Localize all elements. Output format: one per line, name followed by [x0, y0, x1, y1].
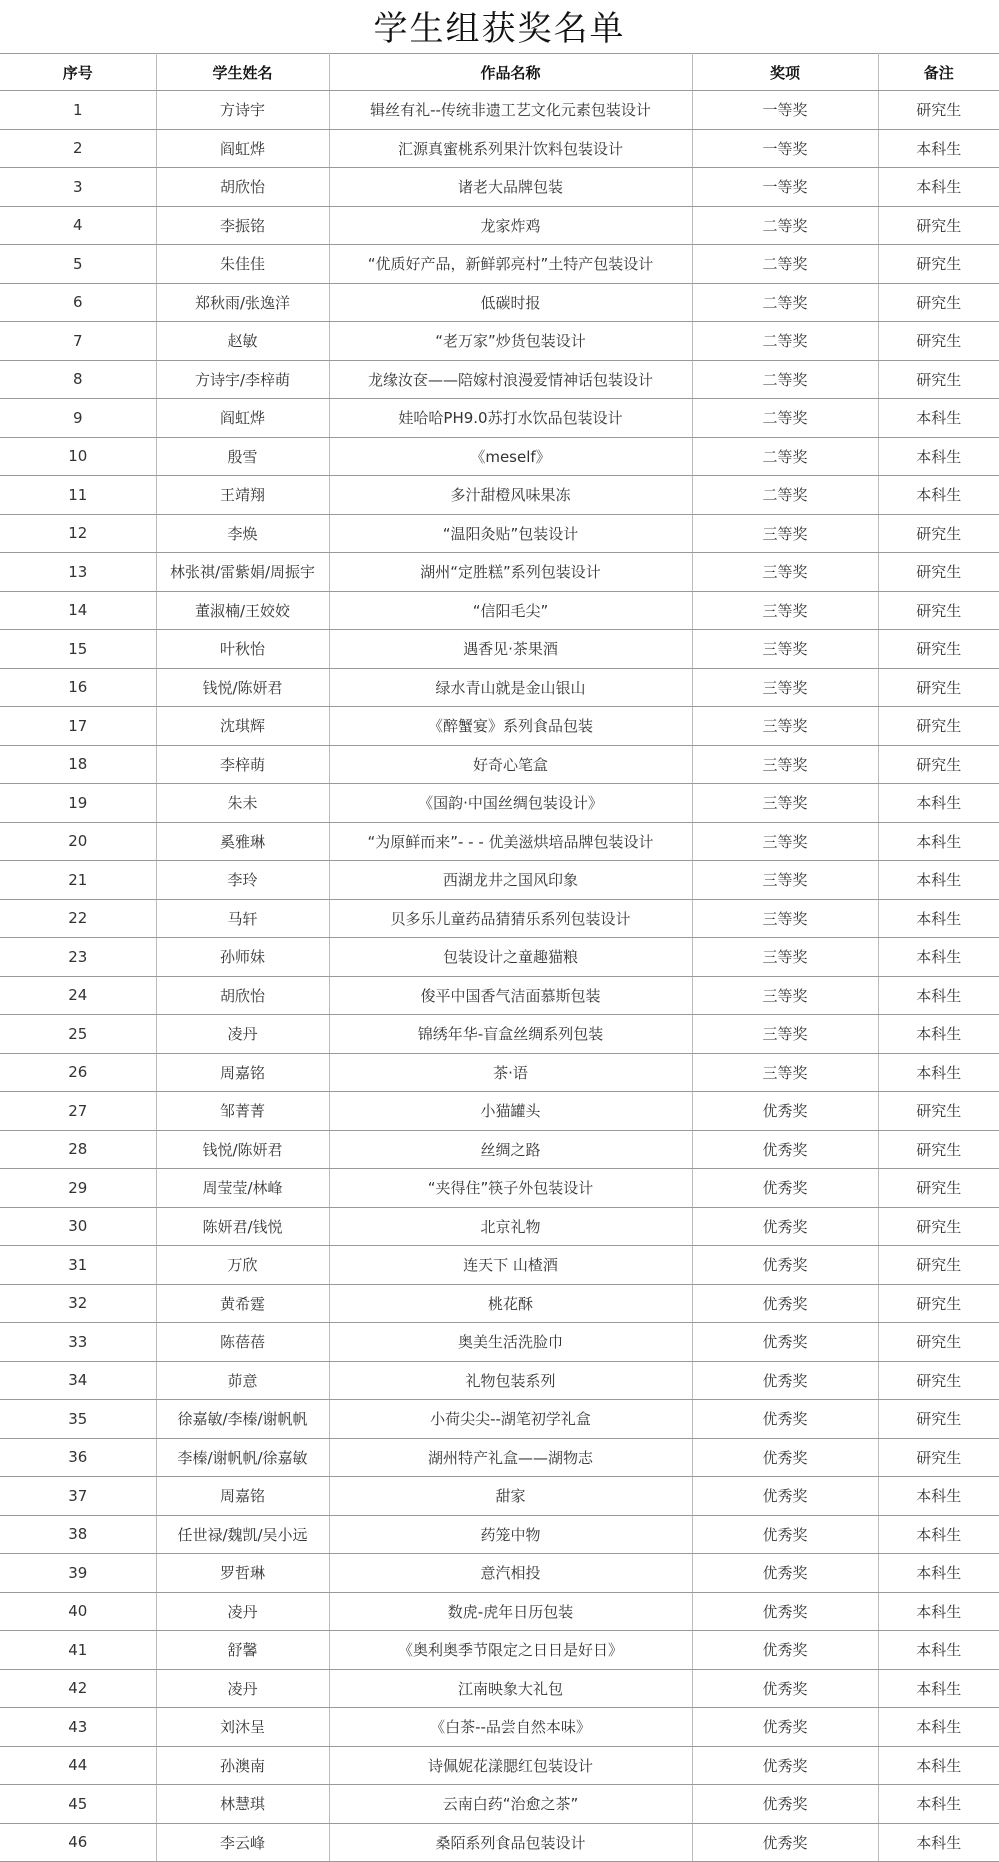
- table-row: [0, 899, 999, 938]
- cell-index: 9: [0, 399, 156, 438]
- cell-work-title: 低碳时报: [329, 283, 692, 322]
- cell-note: 研究生: [878, 630, 999, 669]
- table-row: [0, 322, 999, 361]
- cell-work-title: 汇源真蜜桃系列果汁饮料包装设计: [329, 129, 692, 168]
- table-row: [0, 1631, 999, 1670]
- cell-award: 优秀奖: [692, 1130, 878, 1169]
- cell-award: 二等奖: [692, 437, 878, 476]
- cell-award: 二等奖: [692, 476, 878, 515]
- cell-index: 10: [0, 437, 156, 476]
- cell-note: 本科生: [878, 1708, 999, 1747]
- cell-work-title: 桑陌系列食品包装设计: [329, 1823, 692, 1862]
- table-row: [0, 129, 999, 168]
- cell-work-title: “为原鲜而来”- - - 优美滋烘培品牌包装设计: [329, 822, 692, 861]
- cell-award: 优秀奖: [692, 1438, 878, 1477]
- table-row: [0, 553, 999, 592]
- cell-index: 34: [0, 1361, 156, 1400]
- cell-student-name: 万欣: [156, 1246, 329, 1285]
- cell-work-title: “温阳灸贴”包装设计: [329, 514, 692, 553]
- cell-student-name: 林慧琪: [156, 1785, 329, 1824]
- cell-note: 本科生: [878, 1515, 999, 1554]
- cell-index: 16: [0, 668, 156, 707]
- cell-award: 三等奖: [692, 784, 878, 823]
- cell-index: 5: [0, 245, 156, 284]
- cell-index: 44: [0, 1746, 156, 1785]
- cell-index: 22: [0, 899, 156, 938]
- cell-award: 一等奖: [692, 129, 878, 168]
- table-row: [0, 1053, 999, 1092]
- cell-note: 本科生: [878, 1053, 999, 1092]
- cell-award: 优秀奖: [692, 1708, 878, 1747]
- cell-student-name: 胡欣怡: [156, 168, 329, 207]
- cell-student-name: 凌丹: [156, 1015, 329, 1054]
- cell-index: 2: [0, 129, 156, 168]
- cell-index: 23: [0, 938, 156, 977]
- cell-index: 40: [0, 1592, 156, 1631]
- table-row: [0, 1323, 999, 1362]
- cell-index: 42: [0, 1669, 156, 1708]
- cell-student-name: 李云峰: [156, 1823, 329, 1862]
- cell-student-name: 周莹莹/林峰: [156, 1169, 329, 1208]
- cell-index: 26: [0, 1053, 156, 1092]
- cell-work-title: 娃哈哈PH9.0苏打水饮品包装设计: [329, 399, 692, 438]
- cell-work-title: 多汁甜橙风味果冻: [329, 476, 692, 515]
- cell-note: 本科生: [878, 1477, 999, 1516]
- cell-student-name: 胡欣怡: [156, 976, 329, 1015]
- table-row: [0, 476, 999, 515]
- cell-award: 优秀奖: [692, 1785, 878, 1824]
- cell-note: 本科生: [878, 1823, 999, 1862]
- cell-award: 三等奖: [692, 591, 878, 630]
- cell-note: 本科生: [878, 1631, 999, 1670]
- cell-award: 三等奖: [692, 553, 878, 592]
- cell-work-title: 遇香见·茶果酒: [329, 630, 692, 669]
- cell-work-title: 贝多乐儿童药品猜猜乐系列包装设计: [329, 899, 692, 938]
- cell-work-title: “优质好产品，新鲜郭亮村”土特产包装设计: [329, 245, 692, 284]
- cell-student-name: 李焕: [156, 514, 329, 553]
- cell-award: 优秀奖: [692, 1169, 878, 1208]
- cell-note: 本科生: [878, 437, 999, 476]
- cell-note: 研究生: [878, 1400, 999, 1439]
- cell-award: 三等奖: [692, 861, 878, 900]
- cell-student-name: 任世禄/魏凯/吴小远: [156, 1515, 329, 1554]
- cell-note: 本科生: [878, 822, 999, 861]
- cell-index: 45: [0, 1785, 156, 1824]
- cell-student-name: 钱悦/陈妍君: [156, 1130, 329, 1169]
- table-row: [0, 861, 999, 900]
- cell-award: 优秀奖: [692, 1746, 878, 1785]
- cell-work-title: 桃花酥: [329, 1284, 692, 1323]
- column-header-work-title: 作品名称: [329, 54, 692, 91]
- page-title: 学生组获奖名单: [373, 9, 626, 49]
- cell-note: 本科生: [878, 168, 999, 207]
- table-row: [0, 745, 999, 784]
- table-row: [0, 437, 999, 476]
- cell-index: 30: [0, 1207, 156, 1246]
- cell-work-title: 绿水青山就是金山银山: [329, 668, 692, 707]
- table-row: [0, 976, 999, 1015]
- cell-note: 研究生: [878, 707, 999, 746]
- table-row: [0, 1554, 999, 1593]
- cell-note: 研究生: [878, 1323, 999, 1362]
- table-row: [0, 822, 999, 861]
- cell-award: 优秀奖: [692, 1284, 878, 1323]
- cell-award: 优秀奖: [692, 1207, 878, 1246]
- cell-work-title: 龙家炸鸡: [329, 206, 692, 245]
- table-row: [0, 1284, 999, 1323]
- cell-student-name: 林张祺/雷紫娟/周振宇: [156, 553, 329, 592]
- cell-award: 优秀奖: [692, 1246, 878, 1285]
- cell-student-name: 方诗宇/李梓萌: [156, 360, 329, 399]
- table-row: [0, 784, 999, 823]
- cell-student-name: 钱悦/陈妍君: [156, 668, 329, 707]
- table-row: [0, 591, 999, 630]
- cell-index: 12: [0, 514, 156, 553]
- cell-note: 本科生: [878, 1015, 999, 1054]
- cell-work-title: 《国韵·中国丝绸包装设计》: [329, 784, 692, 823]
- cell-index: 27: [0, 1092, 156, 1131]
- cell-award: 优秀奖: [692, 1361, 878, 1400]
- cell-student-name: 李榛/谢帆帆/徐嘉敏: [156, 1438, 329, 1477]
- cell-work-title: 《白茶--品尝自然本味》: [329, 1708, 692, 1747]
- cell-index: 28: [0, 1130, 156, 1169]
- cell-index: 39: [0, 1554, 156, 1593]
- cell-student-name: 黄希霆: [156, 1284, 329, 1323]
- cell-note: 研究生: [878, 322, 999, 361]
- column-header-student-name: 学生姓名: [156, 54, 329, 91]
- table-row: [0, 1785, 999, 1824]
- cell-work-title: 《奥利奥季节限定之日日是好日》: [329, 1631, 692, 1670]
- cell-index: 29: [0, 1169, 156, 1208]
- cell-index: 35: [0, 1400, 156, 1439]
- cell-note: 研究生: [878, 206, 999, 245]
- cell-work-title: 云南白药“治愈之茶”: [329, 1785, 692, 1824]
- cell-note: 研究生: [878, 91, 999, 130]
- cell-work-title: 小荷尖尖--湖笔初学礼盒: [329, 1400, 692, 1439]
- cell-award: 优秀奖: [692, 1669, 878, 1708]
- cell-student-name: 罗哲琳: [156, 1554, 329, 1593]
- cell-student-name: 孙师妹: [156, 938, 329, 977]
- cell-student-name: 阎虹烨: [156, 399, 329, 438]
- cell-student-name: 周嘉铭: [156, 1477, 329, 1516]
- cell-index: 37: [0, 1477, 156, 1516]
- cell-index: 8: [0, 360, 156, 399]
- cell-award: 二等奖: [692, 360, 878, 399]
- cell-student-name: 沈琪辉: [156, 707, 329, 746]
- cell-note: 研究生: [878, 1092, 999, 1131]
- table-row: [0, 1246, 999, 1285]
- table-row: [0, 1361, 999, 1400]
- cell-index: 19: [0, 784, 156, 823]
- cell-student-name: 凌丹: [156, 1592, 329, 1631]
- cell-award: 三等奖: [692, 668, 878, 707]
- cell-work-title: 锦绣年华-盲盒丝绸系列包装: [329, 1015, 692, 1054]
- cell-award: 三等奖: [692, 514, 878, 553]
- cell-student-name: 赵敏: [156, 322, 329, 361]
- cell-note: 本科生: [878, 1746, 999, 1785]
- column-header-note: 备注: [878, 54, 999, 91]
- table-row: [0, 1015, 999, 1054]
- cell-award: 三等奖: [692, 745, 878, 784]
- cell-note: 本科生: [878, 1554, 999, 1593]
- cell-note: 研究生: [878, 591, 999, 630]
- cell-note: 本科生: [878, 899, 999, 938]
- cell-index: 24: [0, 976, 156, 1015]
- cell-note: 研究生: [878, 1361, 999, 1400]
- cell-note: 本科生: [878, 129, 999, 168]
- cell-work-title: 茶·语: [329, 1053, 692, 1092]
- cell-work-title: 奥美生活洗脸巾: [329, 1323, 692, 1362]
- table-row: [0, 399, 999, 438]
- cell-student-name: 周嘉铭: [156, 1053, 329, 1092]
- table-row: [0, 206, 999, 245]
- table-row: [0, 283, 999, 322]
- cell-student-name: 邹菁菁: [156, 1092, 329, 1131]
- table-row: [0, 91, 999, 130]
- cell-award: 优秀奖: [692, 1631, 878, 1670]
- cell-student-name: 奚雅琳: [156, 822, 329, 861]
- cell-student-name: 李振铭: [156, 206, 329, 245]
- cell-index: 1: [0, 91, 156, 130]
- cell-index: 46: [0, 1823, 156, 1862]
- cell-work-title: 辑丝有礼--传统非遗工艺文化元素包装设计: [329, 91, 692, 130]
- table-row: [0, 938, 999, 977]
- cell-work-title: 药笼中物: [329, 1515, 692, 1554]
- cell-student-name: 朱未: [156, 784, 329, 823]
- cell-work-title: “老万家”炒货包装设计: [329, 322, 692, 361]
- cell-work-title: 诸老大品牌包装: [329, 168, 692, 207]
- cell-work-title: 湖州特产礼盒——湖物志: [329, 1438, 692, 1477]
- cell-index: 13: [0, 553, 156, 592]
- cell-award: 优秀奖: [692, 1323, 878, 1362]
- cell-student-name: 李玲: [156, 861, 329, 900]
- table-row: [0, 245, 999, 284]
- cell-index: 20: [0, 822, 156, 861]
- cell-work-title: 《meself》: [329, 437, 692, 476]
- cell-note: 本科生: [878, 976, 999, 1015]
- cell-work-title: 北京礼物: [329, 1207, 692, 1246]
- table-row: [0, 1169, 999, 1208]
- table-row: [0, 1746, 999, 1785]
- cell-award: 优秀奖: [692, 1554, 878, 1593]
- cell-note: 研究生: [878, 1130, 999, 1169]
- table-row: [0, 1515, 999, 1554]
- cell-work-title: 诗佩妮花漾腮红包装设计: [329, 1746, 692, 1785]
- cell-student-name: 凌丹: [156, 1669, 329, 1708]
- cell-note: 研究生: [878, 283, 999, 322]
- cell-note: 研究生: [878, 745, 999, 784]
- cell-student-name: 阎虹烨: [156, 129, 329, 168]
- cell-student-name: 舒馨: [156, 1631, 329, 1670]
- cell-note: 本科生: [878, 784, 999, 823]
- cell-note: 研究生: [878, 360, 999, 399]
- table-row: [0, 707, 999, 746]
- cell-index: 17: [0, 707, 156, 746]
- cell-note: 研究生: [878, 1438, 999, 1477]
- cell-work-title: 甜家: [329, 1477, 692, 1516]
- cell-award: 二等奖: [692, 206, 878, 245]
- cell-index: 43: [0, 1708, 156, 1747]
- cell-index: 3: [0, 168, 156, 207]
- cell-award: 优秀奖: [692, 1592, 878, 1631]
- cell-index: 14: [0, 591, 156, 630]
- cell-award: 优秀奖: [692, 1823, 878, 1862]
- cell-note: 研究生: [878, 514, 999, 553]
- cell-work-title: 西湖龙井之国风印象: [329, 861, 692, 900]
- cell-work-title: 龙缘汝奁——陪嫁村浪漫爱情神话包装设计: [329, 360, 692, 399]
- cell-index: 32: [0, 1284, 156, 1323]
- table-row: [0, 1438, 999, 1477]
- cell-note: 本科生: [878, 861, 999, 900]
- cell-index: 11: [0, 476, 156, 515]
- cell-note: 研究生: [878, 1207, 999, 1246]
- table-row: [0, 514, 999, 553]
- table-row: [0, 1207, 999, 1246]
- cell-index: 38: [0, 1515, 156, 1554]
- cell-student-name: 马轩: [156, 899, 329, 938]
- cell-note: 本科生: [878, 1592, 999, 1631]
- cell-student-name: 郑秋雨/张逸洋: [156, 283, 329, 322]
- table-row: [0, 668, 999, 707]
- table-row: [0, 1823, 999, 1862]
- cell-work-title: 俊平中国香气洁面慕斯包装: [329, 976, 692, 1015]
- cell-award: 一等奖: [692, 168, 878, 207]
- cell-award: 优秀奖: [692, 1515, 878, 1554]
- cell-index: 4: [0, 206, 156, 245]
- cell-index: 36: [0, 1438, 156, 1477]
- cell-student-name: 刘沐呈: [156, 1708, 329, 1747]
- cell-student-name: 王靖翔: [156, 476, 329, 515]
- cell-student-name: 陈蓓蓓: [156, 1323, 329, 1362]
- cell-note: 研究生: [878, 553, 999, 592]
- cell-work-title: 包装设计之童趣猫粮: [329, 938, 692, 977]
- cell-work-title: 湖州“定胜糕”系列包装设计: [329, 553, 692, 592]
- cell-work-title: “信阳毛尖”: [329, 591, 692, 630]
- table-row: [0, 1092, 999, 1131]
- cell-work-title: 意汽相投: [329, 1554, 692, 1593]
- cell-award: 二等奖: [692, 245, 878, 284]
- cell-work-title: 江南映象大礼包: [329, 1669, 692, 1708]
- table-row: [0, 1669, 999, 1708]
- cell-student-name: 徐嘉敏/李榛/谢帆帆: [156, 1400, 329, 1439]
- cell-student-name: 殷雪: [156, 437, 329, 476]
- table-body: [0, 91, 999, 1862]
- table-row: [0, 1400, 999, 1439]
- cell-work-title: 丝绸之路: [329, 1130, 692, 1169]
- column-header-award: 奖项: [692, 54, 878, 91]
- cell-student-name: 叶秋怡: [156, 630, 329, 669]
- cell-award: 优秀奖: [692, 1400, 878, 1439]
- table-row: [0, 1477, 999, 1516]
- cell-work-title: 连天下 山楂酒: [329, 1246, 692, 1285]
- cell-index: 18: [0, 745, 156, 784]
- cell-note: 研究生: [878, 1169, 999, 1208]
- cell-work-title: 好奇心笔盒: [329, 745, 692, 784]
- cell-index: 21: [0, 861, 156, 900]
- cell-note: 研究生: [878, 245, 999, 284]
- cell-student-name: 董淑楠/王姣姣: [156, 591, 329, 630]
- cell-index: 33: [0, 1323, 156, 1362]
- cell-note: 研究生: [878, 1284, 999, 1323]
- cell-award: 三等奖: [692, 1015, 878, 1054]
- table-header-row: [0, 54, 999, 91]
- cell-award: 二等奖: [692, 283, 878, 322]
- cell-student-name: 朱佳佳: [156, 245, 329, 284]
- cell-index: 7: [0, 322, 156, 361]
- cell-work-title: 小猫罐头: [329, 1092, 692, 1131]
- cell-work-title: 礼物包装系列: [329, 1361, 692, 1400]
- cell-note: 本科生: [878, 938, 999, 977]
- awards-table: [0, 53, 999, 1862]
- cell-index: 31: [0, 1246, 156, 1285]
- cell-index: 6: [0, 283, 156, 322]
- table-row: [0, 630, 999, 669]
- table-row: [0, 1708, 999, 1747]
- cell-note: 本科生: [878, 476, 999, 515]
- cell-work-title: “夹得住”筷子外包装设计: [329, 1169, 692, 1208]
- cell-work-title: 《醉蟹宴》系列食品包装: [329, 707, 692, 746]
- cell-award: 三等奖: [692, 1053, 878, 1092]
- cell-award: 三等奖: [692, 707, 878, 746]
- cell-student-name: 孙澳南: [156, 1746, 329, 1785]
- cell-index: 15: [0, 630, 156, 669]
- cell-note: 本科生: [878, 1669, 999, 1708]
- table-row: [0, 1130, 999, 1169]
- cell-index: 25: [0, 1015, 156, 1054]
- cell-award: 优秀奖: [692, 1477, 878, 1516]
- cell-note: 本科生: [878, 399, 999, 438]
- cell-student-name: 陈妍君/钱悦: [156, 1207, 329, 1246]
- cell-student-name: 方诗宇: [156, 91, 329, 130]
- cell-award: 二等奖: [692, 322, 878, 361]
- cell-student-name: 茆意: [156, 1361, 329, 1400]
- column-header-index: 序号: [0, 54, 156, 91]
- cell-award: 三等奖: [692, 899, 878, 938]
- cell-note: 研究生: [878, 1246, 999, 1285]
- cell-award: 一等奖: [692, 91, 878, 130]
- table-row: [0, 360, 999, 399]
- cell-note: 本科生: [878, 1785, 999, 1824]
- cell-student-name: 李梓萌: [156, 745, 329, 784]
- cell-award: 三等奖: [692, 630, 878, 669]
- cell-award: 二等奖: [692, 399, 878, 438]
- table-row: [0, 1592, 999, 1631]
- cell-note: 研究生: [878, 668, 999, 707]
- cell-award: 优秀奖: [692, 1092, 878, 1131]
- cell-index: 41: [0, 1631, 156, 1670]
- cell-work-title: 数虎-虎年日历包装: [329, 1592, 692, 1631]
- cell-award: 三等奖: [692, 938, 878, 977]
- cell-award: 三等奖: [692, 976, 878, 1015]
- table-row: [0, 168, 999, 207]
- cell-award: 三等奖: [692, 822, 878, 861]
